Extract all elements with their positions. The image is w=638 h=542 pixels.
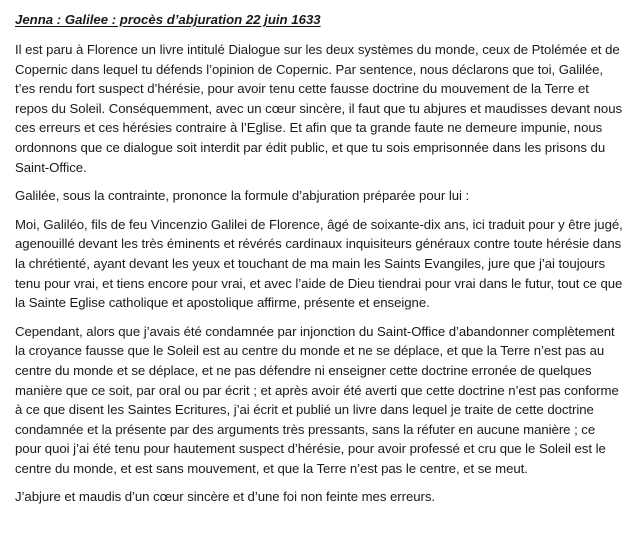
paragraph-oath: Moi, Galiléo, fils de feu Vincenzio Galilei de Florence, âgé de soixante-dix ans, ici traduit pour y être jugé, agenouillé devant les très éminents et révérés cardinaux inquisiteurs généraux contre toute hérésie dans la chrétienté, ayant devant les yeux et touchant de ma main les Saints Evangiles, jure que j’ai toujours tenu pour vrai, et tiens encore pour vrai, et avec l’aide de Dieu tiendrai pour vrai dans le futur, tout ce que la Sainte Eglise catholique et apostolique affirme, présente et enseigne.: [15, 216, 623, 311]
paragraph-confession: Cependant, alors que j’avais été condamnée par injonction du Saint-Office d’abandonner complètement la croyance fausse que le Soleil est au centre du monde et ne se déplace, et que la Terre n’est pas au centre du monde et se déplace, et ne pas défendre ni enseigner cette doctrine erronée de quelques manière que ce soit, par oral ou par écrit ; et après avoir été averti que cette doctrine n’est pas conforme à ce que disent les Saintes Ecritures, j’ai écrit et publié un livre dans lequel je traite de cette doctrine condamnée et la présente par des arguments très pressants, sans la réfuter en aucune manière ; ce pour quoi j’ai été tenu pour hautement suspect d’hérésie, pour avoir professé et cru que le Soleil est le centre du monde, et est sans mouvement, et que la Terre n’est pas le centre, et se meut.: [15, 323, 619, 476]
paragraph-sentence: Il est paru à Florence un livre intitulé Dialogue sur les deux systèmes du monde, ceux de Ptolémée et de Copernic dans lequel tu défends l’opinion de Copernic. Par sentence, nous déclarons que toi, Galilée, t’es rendu fort suspect d’hérésie, pour avoir tenu cette fausse doctrine du mouvement de la Terre et repos du Soleil. Conséquemment, avec un cœur sincère, il faut que tu abjures et maudisses devant nous ces erreurs et ces hérésies contraire à l’Eglise. Et afin que ta grande faute ne demeure impunie, nous ordonnons que ce dialogue soit interdit par édit public, et que tu sois emprisonnée dans les prisons du Saint-Office.: [15, 42, 623, 175]
paragraph-intro-abjuration: Galilée, sous la contrainte, prononce la formule d’abjuration préparée pour lui :: [15, 188, 470, 204]
paragraph-abjure: J’abjure et maudis d’un cœur sincère et d’une foi non feinte mes erreurs.: [15, 489, 436, 505]
document-title: Jenna : Galilee : procès d’abjuration 22 juin 1633: [15, 12, 321, 27]
